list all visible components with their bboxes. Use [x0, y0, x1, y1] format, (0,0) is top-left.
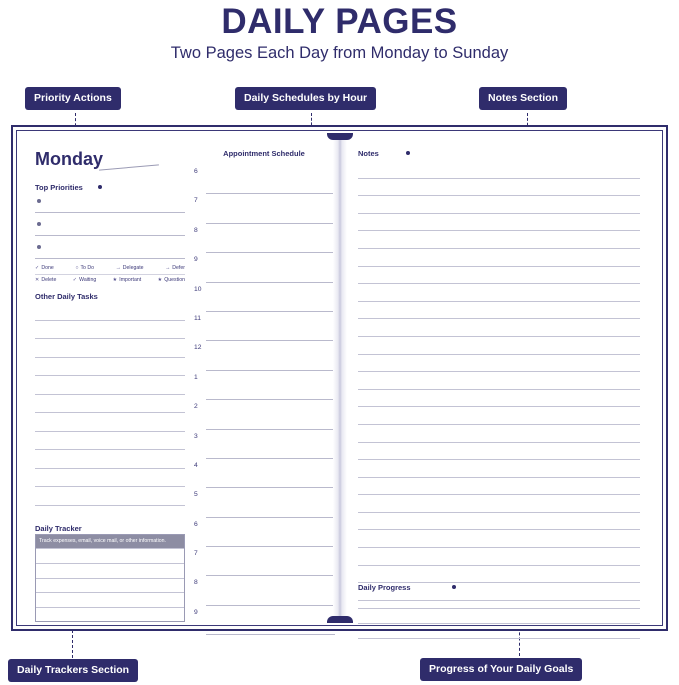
write-line[interactable] [35, 235, 185, 236]
legend-item-delegate [116, 265, 144, 271]
hour-label: 9 [194, 256, 198, 264]
legend-item-question [158, 277, 185, 283]
hour-row[interactable] [193, 314, 335, 343]
hour-label: 7 [194, 197, 198, 205]
page-subtitle: Two Pages Each Day from Monday to Sunday [170, 44, 509, 62]
hour-label: 8 [194, 226, 198, 234]
notes-lines[interactable] [358, 161, 640, 601]
callout-daily-goals-progress: Progress of Your Daily Goals [420, 658, 582, 681]
hour-row[interactable] [193, 432, 335, 461]
hour-row[interactable] [193, 490, 335, 519]
list-item[interactable] [35, 193, 185, 216]
close-icon: ✕ [35, 277, 40, 283]
write-line[interactable] [35, 258, 185, 259]
bullet-icon [37, 199, 41, 203]
hour-row[interactable] [193, 578, 335, 607]
write-line[interactable] [206, 252, 335, 253]
hour-row[interactable] [193, 373, 335, 402]
callout-daily-trackers-section: Daily Trackers Section [8, 659, 138, 682]
legend-item-waiting [73, 277, 96, 283]
write-line[interactable] [206, 311, 335, 312]
write-line[interactable] [358, 566, 640, 584]
hour-label: 2 [194, 403, 198, 411]
write-line[interactable] [358, 495, 640, 513]
daily-progress-lines[interactable] [358, 594, 640, 639]
hour-row[interactable] [193, 402, 335, 431]
list-item[interactable] [35, 216, 185, 239]
tracker-header: Track expenses, email, voice mail, or other information. [36, 535, 184, 548]
other-daily-tasks-label: Other Daily Tasks [35, 292, 98, 301]
planner-inner-border [16, 130, 663, 626]
write-line[interactable] [35, 376, 185, 395]
legend-item-done [35, 265, 54, 271]
write-line[interactable] [35, 302, 185, 321]
write-line[interactable] [358, 337, 640, 355]
anchor-dot-notes [406, 151, 410, 155]
legend-label: Defer [172, 265, 185, 271]
hour-row[interactable] [193, 608, 335, 637]
write-line[interactable] [358, 231, 640, 249]
write-line[interactable] [358, 284, 640, 302]
legend-item-todo [75, 265, 94, 271]
write-line[interactable] [35, 339, 185, 358]
write-line[interactable] [35, 450, 185, 469]
bullet-icon [37, 222, 41, 226]
write-line[interactable] [358, 548, 640, 566]
bullet-icon [37, 245, 41, 249]
write-line[interactable] [358, 372, 640, 390]
write-line[interactable] [35, 321, 185, 340]
write-line[interactable] [358, 609, 640, 624]
task-symbol-legend [35, 263, 185, 286]
check-icon: ✓ [72, 277, 78, 283]
legend-row [35, 263, 185, 274]
legend-item-delete [35, 277, 56, 283]
daily-tracker-table[interactable] [35, 534, 185, 622]
write-line[interactable] [206, 399, 335, 400]
hour-label: 7 [194, 550, 198, 558]
write-line[interactable] [35, 358, 185, 377]
table-row[interactable] [36, 592, 184, 607]
write-line[interactable] [35, 395, 185, 414]
left-page [21, 135, 341, 629]
top-priorities-label: Top Priorities [35, 183, 83, 192]
anchor-dot-progress [452, 585, 456, 589]
arrow-icon: → [115, 265, 121, 271]
write-line[interactable] [358, 594, 640, 609]
planner-spread [11, 125, 668, 631]
table-row[interactable] [36, 578, 184, 593]
hour-label: 10 [194, 285, 202, 293]
hour-row[interactable] [193, 343, 335, 372]
daily-progress-label: Daily Progress [358, 583, 411, 592]
date-write-line[interactable] [99, 164, 159, 170]
write-line[interactable] [358, 319, 640, 337]
anchor-dot-priorities [98, 185, 102, 189]
callout-notes-section: Notes Section [479, 87, 567, 110]
arrow-icon: → [165, 265, 171, 271]
write-line[interactable] [358, 267, 640, 285]
write-line[interactable] [358, 513, 640, 531]
table-row[interactable] [36, 607, 184, 622]
write-line[interactable] [206, 575, 335, 576]
legend-label: Done [41, 265, 54, 271]
write-line[interactable] [206, 605, 335, 606]
legend-item-important [113, 277, 142, 283]
circle-icon: ○ [75, 265, 79, 271]
appointment-schedule [193, 149, 335, 637]
write-line[interactable] [206, 458, 335, 459]
write-line[interactable] [358, 249, 640, 267]
write-line[interactable] [206, 370, 335, 371]
legend-label: Important [119, 277, 142, 283]
write-line[interactable] [358, 425, 640, 443]
hour-row[interactable] [193, 520, 335, 549]
write-line[interactable] [206, 223, 335, 224]
write-line[interactable] [206, 517, 335, 518]
star-icon: ★ [112, 277, 118, 283]
table-row[interactable] [36, 563, 184, 578]
legend-label: Question [164, 277, 185, 283]
hour-label: 6 [194, 520, 198, 528]
other-daily-tasks-lines[interactable] [35, 302, 185, 506]
write-line[interactable] [206, 546, 335, 547]
write-line[interactable] [206, 193, 335, 194]
legend-row [35, 274, 185, 286]
hour-label: 3 [194, 432, 198, 440]
hour-label: 9 [194, 608, 198, 616]
hour-row[interactable] [193, 285, 335, 314]
notes-label: Notes [358, 149, 379, 158]
legend-item-defer [165, 265, 185, 271]
callout-priority-actions: Priority Actions [25, 87, 121, 110]
write-line[interactable] [358, 407, 640, 425]
hour-row[interactable] [193, 255, 335, 284]
right-page [340, 135, 658, 629]
hour-label: 5 [194, 491, 198, 499]
list-item[interactable] [35, 239, 185, 262]
callout-daily-schedules: Daily Schedules by Hour [235, 87, 376, 110]
hour-label: 6 [194, 168, 198, 175]
write-line[interactable] [358, 478, 640, 496]
legend-label: Delete [41, 277, 57, 283]
star-icon: ★ [157, 277, 163, 283]
weekday-heading: Monday [35, 149, 104, 169]
write-line[interactable] [358, 390, 640, 408]
write-line[interactable] [35, 413, 185, 432]
legend-label: Delegate [122, 265, 144, 271]
write-line[interactable] [206, 340, 335, 341]
check-icon: ✓ [35, 265, 40, 271]
write-line[interactable] [358, 355, 640, 373]
hour-row[interactable] [193, 196, 335, 225]
write-line[interactable] [358, 624, 640, 639]
legend-label: Waiting [79, 277, 97, 283]
hour-label: 8 [194, 579, 198, 587]
legend-label: To Do [80, 265, 95, 271]
write-line[interactable] [358, 460, 640, 478]
write-line[interactable] [206, 634, 335, 635]
write-line[interactable] [358, 179, 640, 197]
write-line[interactable] [358, 530, 640, 548]
hour-row[interactable] [193, 226, 335, 255]
hour-label: 4 [194, 461, 198, 469]
write-line[interactable] [358, 214, 640, 232]
write-line[interactable] [35, 212, 185, 213]
top-priorities-list[interactable] [35, 193, 185, 262]
daily-tracker-label: Daily Tracker [35, 524, 82, 533]
hour-row[interactable] [193, 461, 335, 490]
write-line[interactable] [358, 443, 640, 461]
appointment-schedule-title: Appointment Schedule [223, 149, 305, 158]
page-title: DAILY PAGES [221, 2, 458, 41]
write-line[interactable] [358, 161, 640, 179]
hour-row[interactable] [193, 167, 335, 196]
write-line[interactable] [206, 282, 335, 283]
write-line[interactable] [35, 487, 185, 506]
table-row[interactable] [36, 548, 184, 563]
write-line[interactable] [35, 432, 185, 451]
write-line[interactable] [206, 487, 335, 488]
write-line[interactable] [358, 302, 640, 320]
hour-label: 12 [194, 344, 202, 352]
write-line[interactable] [206, 429, 335, 430]
hour-row[interactable] [193, 549, 335, 578]
write-line[interactable] [35, 469, 185, 488]
hour-label: 11 [194, 314, 201, 322]
hour-label: 1 [194, 373, 198, 381]
write-line[interactable] [358, 196, 640, 214]
